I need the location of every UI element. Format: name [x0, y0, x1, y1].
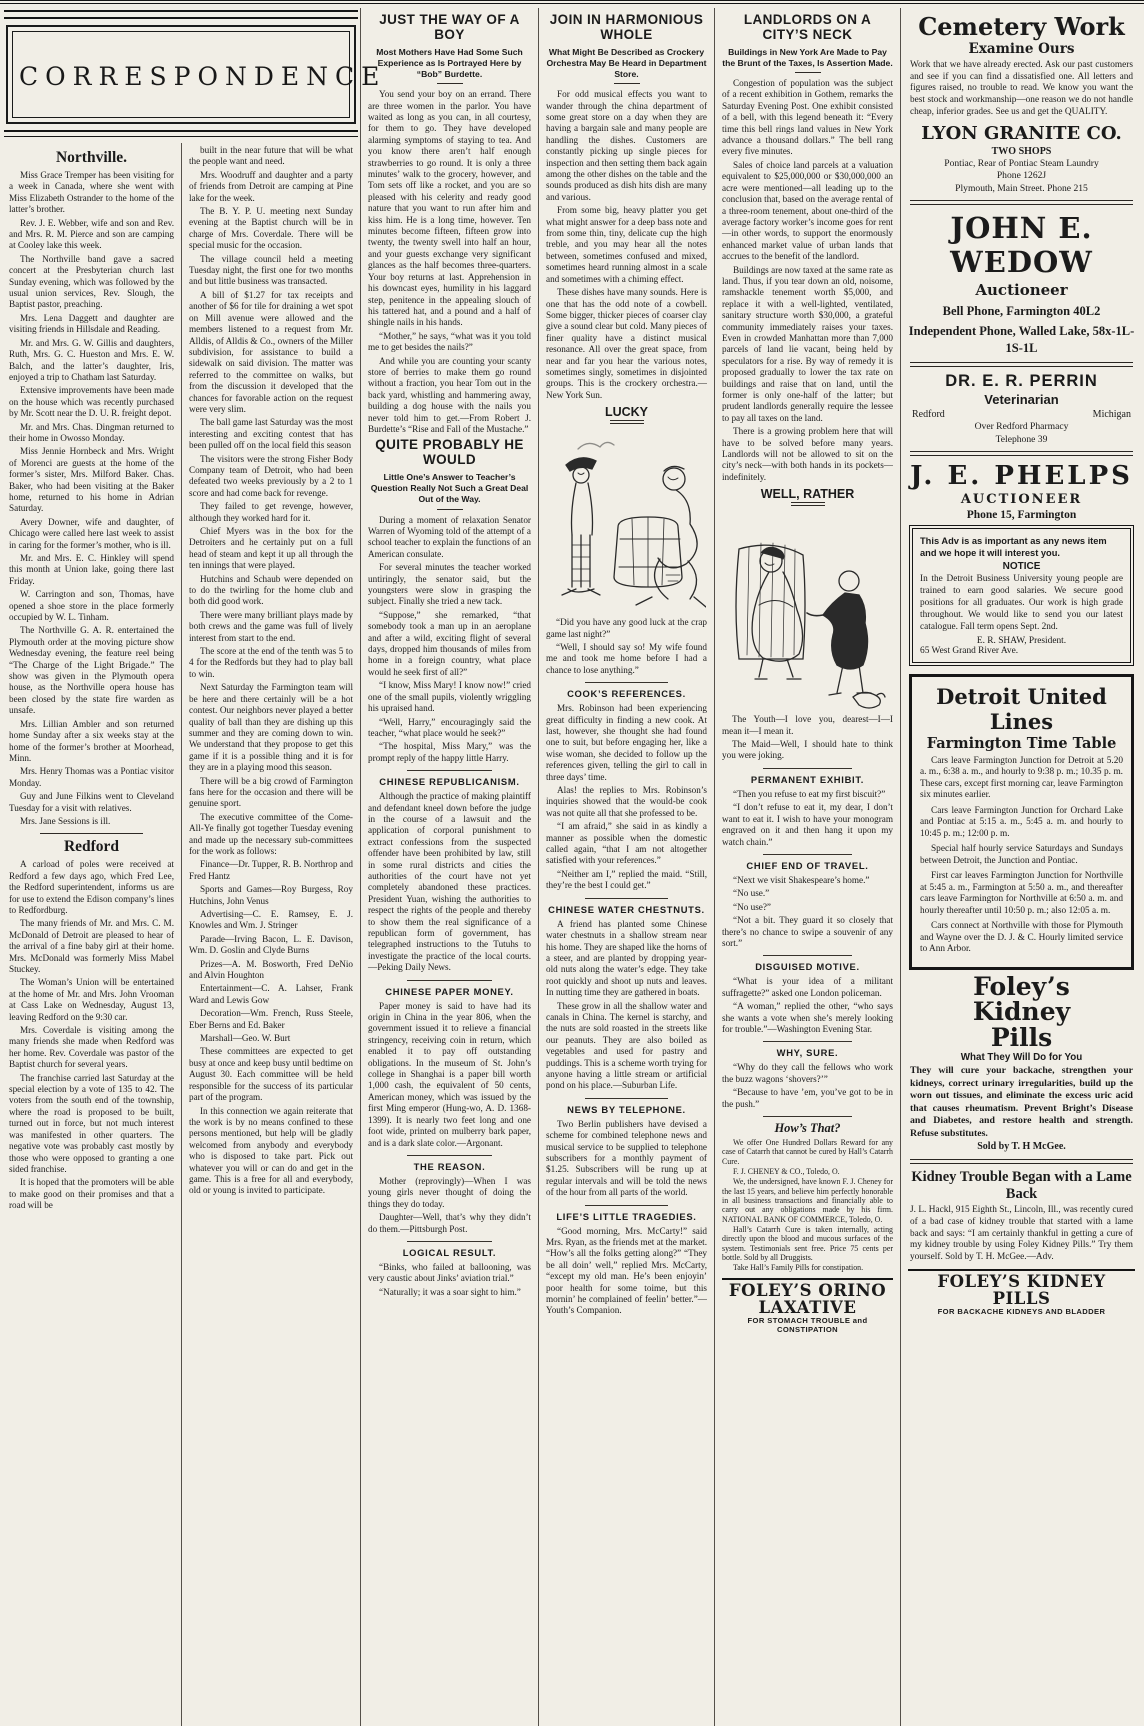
- column-5: [714, 8, 900, 1726]
- cartoon-title: WELL, RATHER: [760, 487, 855, 502]
- paragraph: “Good morning, Mrs. McCarty!” said Mrs. Ryan, as the friends met at the market. “How’s all the folks getting along?” “They be all doin’ well,” replied Mrs. McCarty, “except my old man. He’s been enjoyin’ poor health for some toime, but this mornin’ he complained of feelin’ better.”—Youth’s Companion.: [546, 1225, 707, 1316]
- paragraph: “Neither am I,” replied the maid. “Still, they’re the best I could get.”: [546, 868, 707, 891]
- town-heading-northville: Northville.: [55, 149, 128, 166]
- ad-halls-catarrh-cure: [722, 1116, 893, 1273]
- paragraph: A carload of poles were received at Redford a few days ago, which Fred Lee, the Redford superintendent, informs us are for use to extend the Edison company’s lines to Redfordburg.: [9, 859, 174, 915]
- article-body: [722, 789, 893, 848]
- correspondence-section: [2, 8, 387, 1726]
- column-6-ads: [900, 8, 1142, 1726]
- paragraph: Two Berlin publishers have devised a scheme for combined telephone news and musical service to be supplied to telephone subscribers for a monthly payment of $1.25. Subscribers will be rung up at regular intervals and will be told the news of the hour from all parts of the world.: [546, 1118, 707, 1198]
- paragraph: built in the near future that will be what the people want and need.: [189, 145, 353, 167]
- paragraph: The Northville band gave a sacred concert at the Presbyterian church last Sunday evening, which was followed by the usual union services, Rev. Slough, the Baptist pastor, preaching.: [9, 253, 174, 310]
- cartoon-caption: [722, 714, 893, 762]
- paragraph: There will be a big crowd of Farmington fans here for the occasion and there will be genuine sport.: [189, 775, 353, 809]
- paragraph: Avery Downer, wife and daughter, of Chicago were called here last week to assist in caring for the former’s mother, who is ill.: [9, 516, 174, 550]
- article-headline: QUITE PROBABLY HE WOULD: [375, 437, 524, 468]
- paragraph: “Then you refuse to eat my first biscuit?”: [733, 788, 886, 799]
- paragraph: A friend has planted some Chinese water chestnuts in a shallow stream near his home. They are shaped like the horns of a steer, and are planted by dropping year-old nuts along the water’s edge. They take root quickly and shoot up nuts and leaves. In nutting time they are gathered in boats.: [546, 918, 707, 998]
- article-body: [722, 875, 893, 949]
- paragraph: Alas! the replies to Mrs. Robinson’s inquiries showed that the would-be cook was not quite all that she professed to be.: [546, 785, 707, 818]
- article-heading: CHINESE PAPER MONEY.: [385, 985, 514, 997]
- article-why-sure: [722, 1041, 893, 1110]
- article-divider: [585, 1098, 669, 1099]
- article-disguised-motive: [722, 955, 893, 1035]
- paragraph: “Next we visit Shakespeare’s home.”: [733, 874, 870, 885]
- article-heading: WHY, SURE.: [776, 1047, 839, 1059]
- ad-company-name: LYON GRANITE CO.: [921, 122, 1122, 144]
- article-heading: CHIEF END OF TRAVEL.: [746, 859, 869, 871]
- paragraph: “What is your idea of a militant suffragette?” asked one London policeman.: [722, 976, 893, 998]
- town-heading-redford: Redford: [63, 838, 120, 856]
- paragraph: The franchise carried last Saturday at the special election by a vote of 135 to 42. The voters from the south end of the township, where the road is proposed to be built, turned out in force, but not much interest was manifested in other quarters. The negative vote was probably cast mostly by those who were opposed to granting a one sided franchise.: [9, 1072, 174, 1174]
- paragraph: Sports and Games—Roy Burgess, Roy Hutchins, John Venus: [189, 884, 353, 906]
- ad-phone: Independent Phone, Walled Lake, 58x-1L-1S-1L: [908, 324, 1135, 356]
- paragraph: For odd musical effects you want to wander through the china department of some great store on a day when they are having a bargain sale and many people are handling the dishes. Customers are constantly picking up single pieces for inspection and then setting them back again among the other dishes on the table and the sounds produced as dish hits dish are many and various.: [546, 89, 707, 202]
- ad-body: They will cure your backache, strengthen your kidneys, correct urinary irregularities, build up the worn out tissues, and eliminate the excess uric acid that causes rheumatism. Prevent Bright’s Disease and Diabetes, and restore health and strength. Refuse substitutes.: [910, 1065, 1133, 1139]
- paragraph: Cars leave Farmington Junction for Detroit at 5.20 a. m., 6:38 a. m., and hourly to 9:38 p. m.; 10.35 p. m. These cars, except first morning car, leave Farmington six minutes earlier.: [920, 755, 1123, 801]
- paragraph: Sales of choice land parcels at a valuation equivalent to $25,000,000 or $30,000,000 an acre were mentioned—all leading up to the conclusion that, based on the average rental of a three-room tenement, about one-third of the average factory worker’s income goes for rent—in other words, to support the enormously enhanced market value of urban lands that accrues to the benefit of the landlord.: [722, 159, 893, 262]
- paragraph: During a moment of relaxation Senator Warren of Wyoming told of the attempt of a school teacher to explain the functions of an American consulate.: [368, 514, 531, 559]
- ad-separator: [910, 1159, 1133, 1164]
- article-chief-end-of-travel: [722, 854, 893, 949]
- article-lifes-little-tragedies: [546, 1205, 707, 1317]
- ad-banner-subtitle: FOR BACKACHE KIDNEYS AND BLADDER: [937, 1307, 1106, 1317]
- article-body: [368, 1001, 531, 1149]
- paragraph: “Not a bit. They guard it so closely that there’s no chance to swipe a souvenir of any sort.”: [722, 915, 893, 948]
- column-3: [360, 8, 538, 1726]
- ad-title-line: Kidney: [972, 997, 1071, 1027]
- ad-title: Kidney Trouble Began with a Lame Back: [911, 1168, 1132, 1202]
- paragraph: You send your boy on an errand. There are three women in the parlor. You have waited as long as you can, in all courtesy, for them to go. They have developed alarming symptoms of staying to tea. And you know there aren’t half enough strawberries to go round. It is only a three minutes’ walk to the grocery, however, and Tom sets off like a rocket, and you are so pleased with his celerity and ready good nature that you want to run after him and kiss him. He is a long time, however. Ten minutes become fifteen, fifteen grow into twenty, the twenty swell into half an hour, and your guests exchange very significant glances as the half becomes three-quarters. Your boy returns at last. Apprehension in his downcast eyes, humility in his laggard step, penitence in the appealing slouch of his tattered hat, and a pound and a half of shingle nails in his hands.: [368, 89, 531, 328]
- paragraph: Mr. and Mrs. E. C. Hinkley will spend this month at Union lake, going there last Friday.: [9, 553, 174, 586]
- ad-subtitle: Farmington Time Table: [926, 734, 1117, 752]
- ad-detroit-united-lines: [909, 674, 1134, 970]
- ad-lyon-granite: [908, 12, 1135, 195]
- paragraph: Mother (reprovingly)—When I was young girls never thought of doing the things they do today.: [368, 1175, 531, 1209]
- paragraph: The Northville G. A. R. entertained the Plymouth order at the moving picture show Wednesday evening, the feature reel being “The Charge of the Light Brigade.” The show was given in the Plymouth opera house, as the Northville opera house has been closed by the state fire warden as unsafe.: [9, 625, 174, 716]
- paragraph: Mr. and Mrs. G. W. Gillis and daughters, Ruth, Mrs. G. C. Hueston and Mrs. E. W. Balch, and the latter’s daughter, Iris, enjoyed a trip to Chatham last Saturday.: [9, 337, 174, 382]
- ad-title: Cemetery Work: [918, 12, 1125, 41]
- paragraph: A bill of $1.27 for tax receipts and another of $6 for tile for draining a wet spot on Mill avenue were allowed and the members listened to a request from Mr. Alldis, of Alldis & Co., owners of the Miller subdivision, for assistance to build a sidewalk on said division. The matter was referred to the committee on walks, but from the discussion it developed that the chances for favorable action on the request were very slim.: [189, 289, 353, 414]
- ad-foleys-kidney-pills-banner: [908, 1269, 1135, 1317]
- paragraph: It is hoped that the promoters will be able to make good on their promises and that a road will be: [9, 1177, 174, 1211]
- paragraph: We, the undersigned, have known F. J. Cheney for the last 15 years, and believe him perfectly honorable in all business transactions and financially able to carry out any obligations made by his firm. NATIONAL BANK OF COMMERCE, Toledo, O.: [722, 1177, 893, 1224]
- article-landlords-on-a-citys-neck: [722, 13, 893, 483]
- article-body: [546, 89, 707, 401]
- article-heading: CHINESE REPUBLICANISM.: [379, 776, 520, 788]
- paragraph: Daughter—Well, that’s why they didn’t do them.—Pittsburgh Post.: [368, 1212, 531, 1234]
- article-headline: LANDLORDS ON A CITY’S NECK: [743, 12, 872, 42]
- paragraph: Rev. J. E. Webber, wife and son and Rev. and Mrs. R. M. Pierce and son are camping at Cooley lake this week.: [9, 217, 174, 251]
- article-body: [722, 78, 893, 483]
- article-divider: [585, 682, 669, 683]
- paragraph: And while you are counting your scanty store of berries to make them go round without a fraction, you hear Tom out in the back yard, whistling and hammering away, building a dog house with the nails you never told him to get.—From Robert J. Burdette’s “Rise and Fall of the Mustache.”: [368, 355, 531, 434]
- article-divider: [763, 1116, 852, 1117]
- paragraph: We offer One Hundred Dollars Reward for any case of Catarrh that cannot be cured by Hall’s Catarrh Cure.: [722, 1138, 893, 1166]
- paragraph: “Mother,” he says, “what was it you told me to get besides the nails?”: [368, 330, 531, 353]
- article-subhead: Buildings in New York Are Made to Pay the Brunt of the Taxes, Is Assertion Made.: [722, 46, 893, 68]
- article-heading: THE REASON.: [413, 1160, 486, 1172]
- ad-signature: E. R. SHAW, President.: [976, 635, 1067, 646]
- paragraph: Parade—Irving Bacon, L. E. Davison, Wm. D. Goslin and Clyde Burns: [189, 933, 353, 956]
- paragraph: Although the practice of making plaintiff and defendant kneel down before the judge in the course of a lawsuit and the application of corporal punishment to extract confessions from the suspected offender have been prohibited by law, still in some rural districts and cities the authorities of the court have not yet completely abandoned these practices. President Yuan, wishing the authorities to respect the rights of the people and thereby to show them the real significance of a republican form of government, has telegraphed instructions to the Tutuhs to investigate the practice of the local courts.—Peking Daily News.: [368, 791, 531, 973]
- column-2: [181, 143, 360, 1726]
- ornamental-rule: [4, 130, 358, 137]
- column-layout: [2, 8, 1142, 1726]
- ad-body: J. L. Hackl, 915 Eighth St., Lincoln, Ill., was recently cured of a bad case of kidney trouble that started with a lame back and says: “I am certainly thankful in getting a cure of my kidney trouble by using Foley Kidney Pills.” Try them yourself. Sold by T. H. McGee.—Adv.: [910, 1205, 1133, 1263]
- paragraph: These dishes have many sounds. Here is one that has the odd note of a cowbell. Some bigger, thicker pieces of coarser clay give a sound clear but cold. Many pieces of finer quality have a distinct musical resonance. All over the great space, from near and far you hear the various notes, sometimes singly, sometimes in disjointed groups. This is the crockery orchestra.—New York Sun.: [546, 287, 707, 400]
- paragraph: Guy and June Filkins went to Cleveland Tuesday for a visit with relatives.: [9, 791, 174, 813]
- well-rather-cartoon-illustration: [725, 509, 891, 714]
- article-body: [722, 1062, 893, 1110]
- northville-news-continued: [189, 145, 353, 1197]
- headline-rule: [795, 72, 821, 73]
- article-heading: LIFE’S LITTLE TRAGEDIES.: [556, 1210, 697, 1222]
- article-body: [368, 791, 531, 974]
- article-just-the-way-of-a-boy: [368, 13, 531, 435]
- ad-separator: [910, 451, 1133, 456]
- article-heading: NEWS BY TELEPHONE.: [567, 1103, 686, 1115]
- paragraph: Miss Jennie Hornbeck and Mrs. Wright of Morenci are guests at the home of the former’s sister, Mrs. Milford Baker. Chas. Baker, who had been visiting at the Baker home, returned to his home in Adrian Saturday.: [9, 446, 174, 514]
- article-subhead: Most Mothers Have Had Some Such Experience as Is Portrayed Here by “Bob” Burdette.: [376, 46, 523, 80]
- ad-separator: [910, 362, 1133, 367]
- paragraph: The visitors were the strong Fisher Body Company team of Detroit, who had been defeated two weeks previously by a 2 to 1 score and had come back for revenge.: [189, 453, 353, 498]
- cartoon-caption: [546, 617, 707, 676]
- paragraph: These grow in all the shallow water and canals in China. The kernel is starchy, and the nuts are sold roasted in the streets like our peanuts. They are also boiled as vegetables and used for pastry and puddings. This is a scheme worth trying for anyone having a little stream or artificial pond on his place.—Suburban Life.: [546, 1000, 707, 1091]
- section-rule: [40, 833, 142, 834]
- headline-rule: [437, 83, 463, 84]
- article-chinese-paper-money: [368, 980, 531, 1149]
- masthead-frame: [6, 25, 387, 124]
- ad-address: Plymouth, Main Street. Phone 215: [955, 182, 1088, 194]
- article-divider: [585, 1205, 669, 1206]
- article-heading: COOK’S REFERENCES.: [567, 688, 686, 700]
- paragraph: Special half hourly service Saturdays and Sundays between Detroit, the Junction and Pontiac.: [920, 844, 1123, 866]
- ad-line: TWO SHOPS: [991, 145, 1052, 157]
- paragraph: Congestion of population was the subject of a recent exhibition in Gothem, remarks the Saturday Evening Post. One exhibit consisted of a bell, with this legend beneath it: “Every time this bell rings land values in New York advance a thousand dollars.” The bell rang every five minutes.: [722, 78, 893, 157]
- article-chinese-water-chestnuts: [546, 898, 707, 1092]
- column-1: [2, 143, 181, 1726]
- ad-foleys-kidney-pills: [908, 971, 1135, 1154]
- ad-role: Auctioneer: [975, 281, 1068, 300]
- ad-title: Detroit United Lines: [936, 683, 1107, 734]
- cartoon-rule: [610, 420, 644, 424]
- article-divider: [407, 1155, 492, 1156]
- article-quite-probably-he-would: [368, 438, 531, 764]
- article-divider: [763, 955, 852, 956]
- article-divider: [763, 768, 852, 769]
- ornamental-rule: [4, 10, 358, 19]
- paragraph: “Did you have any good luck at the crap game last night?”: [546, 617, 707, 639]
- paragraph: “Naturally; it was a soar sight to him.”: [379, 1286, 521, 1297]
- article-heading: CHINESE WATER CHESTNUTS.: [548, 903, 705, 915]
- article-body: [368, 1176, 531, 1235]
- ad-role: AUCTIONEER: [960, 491, 1083, 507]
- article-body: [368, 515, 531, 765]
- ad-state: Michigan: [1092, 409, 1131, 421]
- paragraph: From some big, heavy platter you get what might answer for a deep bass note and from some thin, tiny, delicate cup the high treble, and you may hear all the notes between, sometimes confused and mixed, sometimes heard running almost in a scale and sometimes with a chiming effect.: [546, 205, 707, 284]
- paragraph: They failed to get revenge, however, although they worked hard for it.: [189, 501, 353, 523]
- paragraph: Hutchins and Schaub were depended on to do the twirling for the home club and both did good work.: [189, 573, 353, 607]
- ad-name: JOHN E. WEDOW: [950, 211, 1093, 280]
- paragraph: First car leaves Farmington Junction for Northville at 5:45 a. m., Farmington at 5:50 a. m., and thereafter cars leave Farmington for Northville at 6:50 a. m. and hourly thereafter until 10:50 p. m.; also 12:05 a. m.: [920, 871, 1123, 916]
- paragraph: “The hospital, Miss Mary,” was the prompt reply of the happy little Harry.: [368, 741, 531, 763]
- column-4: [538, 8, 714, 1726]
- ad-title: [908, 971, 1135, 1052]
- lucky-cartoon-illustration: [548, 427, 706, 617]
- article-chinese-republicanism: [368, 770, 531, 974]
- article-body: [368, 89, 531, 435]
- ad-title-line: Pills: [990, 1022, 1053, 1052]
- ad-address: 65 West Grand River Ave.: [920, 645, 1019, 656]
- ad-body: In the Detroit Business University young people are trained to earn good salaries. We secure good positions for all graduates. Our work is high grade throughout. We would like to send you our latest catalogue. Fall term opens Sept. 2nd.: [920, 574, 1123, 633]
- paragraph: “Suppose,” she remarked, “that somebody took a man up in an aeroplane and after a wild, exciting flight of several days, dropped him thousands of miles from home in a foreign country, what place would he seek first of all?”: [368, 609, 531, 677]
- paragraph: Cars leave Farmington Junction for Orchard Lake and Pontiac at 5:15 a. m., 5:45 a. m. and hourly to 10:45 p. m.; 12:00 p. m.: [920, 805, 1123, 839]
- paragraph: Chief Myers was in the box for the Detroiters and he certainly put on a full head of steam and kept it up all through the ten innings that were played.: [189, 526, 353, 571]
- paragraph: “A woman,” replied the other, “who says she wants a vote when she’s merely looking for trouble.”—Washington Evening Star.: [722, 1001, 893, 1034]
- ad-body: Work that we have already erected. Ask our past customers and see if you can find a dissatisfied one. All letters and figures raised, no trouble to read. We know you want the best stock and workmanship—one reason we do not handle cheap, inferior grades. See us and get the QUALITY.: [910, 60, 1133, 117]
- article-body: [546, 1226, 707, 1317]
- paragraph: Advertising—C. E. Ramsey, E. J. Knowles and Wm. J. Stringer: [189, 909, 353, 931]
- article-headline: JOIN IN HARMONIOUS WHOLE: [549, 12, 704, 42]
- paragraph: There were many brilliant plays made by both crews and the game was full of lively interest from start to the end.: [189, 609, 353, 643]
- article-permanent-exhibit: [722, 768, 893, 848]
- paragraph: Decoration—Wm. French, Russ Steele, Eber Berns and Ed. Baker: [189, 1008, 353, 1030]
- article-body: [546, 1119, 707, 1199]
- article-divider: [407, 770, 492, 771]
- ad-title-line: Foley’s: [973, 971, 1070, 1001]
- paragraph: The many friends of Mr. and Mrs. C. M. McDonald of Detroit are pleased to hear of the arrival of a fine baby girl at their home. Mrs. McDonald was formerly Miss Mabel Stuckey.: [9, 918, 174, 974]
- cartoon-rule: [791, 502, 825, 506]
- article-news-by-telephone: [546, 1098, 707, 1199]
- cartoon-well-rather: [722, 487, 893, 762]
- paragraph: These committees are expected to get busy at once and keep busy until bedtime on August 30. Each committee will be held responsible for the success of its particular part of the program.: [189, 1046, 353, 1103]
- headline-rule: [437, 509, 463, 510]
- ad-intro: This Adv is as important as any news item and we hope it will interest you.: [920, 535, 1107, 559]
- ad-phone: Phone 15, Farmington: [966, 508, 1077, 521]
- ad-city: Redford: [912, 409, 945, 421]
- paragraph: Hall’s Catarrh Cure is taken internally, acting directly upon the blood and mucous surfaces of the system. Testimonials sent free. Price 75 cents per bottle. Sold by all Druggists.: [722, 1224, 893, 1262]
- ad-name: J. E. PHELPS: [910, 460, 1133, 491]
- paragraph: Next Saturday the Farmington team will be here and there certainly will be a hot contest. Our neighbors never played a better quality of ball than they are dishing up this summer and they are coming down to win. We understand that they propose to get this game if it is a possible thing and it is for they are in a playing mood this season.: [189, 682, 353, 773]
- paragraph: The Youth—I love you, dearest—I—I mean it—I mean it.: [722, 714, 893, 736]
- ad-name: DR. E. R. PERRIN: [945, 372, 1098, 391]
- ad-location-line: [912, 409, 1131, 420]
- paragraph: In this connection we again reiterate that the work is by no means confined to these persons mentioned, but help will be gladly welcomed from anybody and everybody who is disposed to take part. Pick out whatever you will or can do and get in the game. This is a free for all and everybody, old or young is invited to participate.: [189, 1105, 353, 1196]
- paragraph: Mrs. Henry Thomas was a Pontiac visitor Monday.: [9, 766, 174, 788]
- paragraph: W. Carrington and son, Thomas, have opened a shoe store in the place formerly occupied by W. L. Tinham.: [9, 589, 174, 623]
- paragraph: The village council held a meeting Tuesday night, the first one for two months and but little business was transacted.: [189, 253, 353, 287]
- ad-body: [722, 1138, 893, 1273]
- redford-news: [9, 859, 174, 1211]
- paragraph: “I am afraid,” she said in as kindly a manner as possible when the domestic called again, “that I am not altogether satisfied with your references.”: [546, 821, 707, 866]
- ad-banner-title: FOLEY’S KIDNEY PILLS: [937, 1271, 1106, 1309]
- paragraph: Entertainment—C. A. Lahser, Frank Ward and Lewis Gow: [189, 983, 353, 1005]
- article-subhead: Little One’s Answer to Teacher’s Question Really Not Such a Great Deal Out of the Way.: [370, 472, 529, 505]
- article-divider: [763, 854, 852, 855]
- paragraph: Mrs. Jane Sessions is ill.: [20, 815, 111, 826]
- ad-john-e-wedow: [908, 211, 1135, 357]
- ad-dr-perrin: [908, 372, 1135, 446]
- paragraph: Buildings are now taxed at the same rate as land. Thus, if you tear down an old, noisome, ramshackle tenement worth $5,000, and replace it with a well-lighted, ventilated, sanitary structure worth $30,000, a grateful community immediately raises your taxes. Even in crowded Manhattan more than 7,000 parcels of land lie vacant, being held by speculators for a rise. By way of remedy it is proposed gradually to lower the tax rate on buildings and raise that on land, until the former is only one-half of the latter; but prudent landlords generally require the lessee to pay all taxes on the land.: [722, 264, 893, 423]
- paragraph: The B. Y. P. U. meeting next Sunday evening at the Baptist church will be in charge of Mrs. Coverdale. There will be special music for the occasion.: [189, 206, 353, 251]
- article-subhead: What Might Be Described as Crockery Orchestra May Be Heard in Department Store.: [546, 46, 707, 80]
- ad-heading: NOTICE: [1002, 561, 1041, 573]
- ad-seller: Sold by T. H McGee.: [977, 1141, 1066, 1153]
- paragraph: Mrs. Coverdale is visiting among the many friends she made when Redford was her home. Rev. Coverdale was pastor of the Baptist church for several years.: [9, 1025, 174, 1070]
- ad-foleys-orino-laxative: [722, 1278, 893, 1335]
- paragraph: “Binks, who failed at ballooning, was very caustic about Jinks’ aviation trial.”: [368, 1261, 531, 1284]
- paragraph: Mrs. Woodruff and daughter and a party of friends from Detroit are camping at Pine lake for the week.: [189, 169, 353, 203]
- article-cooks-references: [546, 682, 707, 892]
- article-divider: [407, 980, 492, 981]
- article-divider: [585, 898, 669, 899]
- paragraph: Take Hall’s Family Pills for constipation.: [733, 1263, 864, 1273]
- ad-phone: Bell Phone, Farmington 40L2: [942, 304, 1101, 319]
- article-body: [368, 1262, 531, 1298]
- article-heading: LOGICAL RESULT.: [402, 1246, 497, 1258]
- article-body: [546, 703, 707, 892]
- article-logical-result: [368, 1241, 531, 1298]
- paragraph: The Maid—Well, I should hate to think you were joking.: [722, 739, 893, 761]
- ad-heading: How’s That?: [774, 1121, 841, 1135]
- paragraph: Paper money is said to have had its origin in China in the year 806, when the government issued it to relieve a financial stringency, receiving coin in return, which enabled it to pay off outstanding obligations. In the museum of St. John’s college in Shanghai is a paper bill worth 1,000 cash, the equivalent of 50 cents, American money, which was issued by the first Ming emperor (Hung-wo, A. D. 1368-1399). It is nearly two feet long and one foot wide, printed on mulberry bark paper, and is a dark slate color.—Argonant.: [368, 1000, 531, 1148]
- ad-detroit-business-university: [909, 525, 1134, 666]
- article-body: [722, 976, 893, 1035]
- ad-subtitle: Examine Ours: [968, 41, 1075, 57]
- ad-j-e-phelps: [908, 461, 1135, 521]
- article-heading: PERMANENT EXHIBIT.: [750, 773, 865, 785]
- article-headline: JUST THE WAY OF A BOY: [379, 12, 520, 42]
- paragraph: “No use?”: [733, 901, 772, 912]
- paragraph: Miss Grace Tremper has been visiting for a week in Canada, where she went with Miss Elizabeth Ostrander to the home of the latter’s brother.: [9, 170, 174, 215]
- paragraph: The ball game last Saturday was the most interesting and exciting contest that has been pulled off on the local field this season: [189, 417, 353, 451]
- headline-rule: [614, 83, 640, 84]
- article-body: [546, 919, 707, 1092]
- masthead-title: CORRESPONDENCE: [19, 62, 387, 91]
- northville-news: [9, 170, 174, 827]
- paragraph: The executive committee of the Come-All-Ye finally got together Tuesday evening and made up the necessary sub-committees for the work as follows:: [189, 811, 353, 856]
- paragraph: Cars connect at Northville with those for Plymouth and Wayne over the D. J. & C. Hourly limited service to Ann Arbor.: [920, 921, 1123, 955]
- paragraph: F. J. CHENEY & CO., Toledo, O.: [733, 1166, 840, 1176]
- paragraph: Finance—Dr. Tupper, R. B. Northrop and Fred Hantz: [189, 859, 354, 881]
- paragraph: Extensive improvements have been made on the house which was recently purchased by Mr. Scott near the D. U. R. freight depot.: [9, 385, 174, 419]
- paragraph: The score at the end of the tenth was 5 to 4 for the Redfords but they had to play ball to win.: [189, 646, 353, 679]
- article-heading: DISGUISED MOTIVE.: [755, 961, 860, 973]
- article-join-in-harmonious-whole: [546, 13, 707, 401]
- paragraph: Prizes—A. M. Bosworth, Fred DeNio and Alvin Houghton: [189, 958, 353, 981]
- paragraph: “I don’t refuse to eat it, my dear, I don’t want to eat it. I wish to have your monogram engraved on it and then hang it upon my watch chain.”: [722, 802, 893, 847]
- paragraph: Mrs. Lena Daggett and daughter are visiting friends in Hillsdale and Reading.: [9, 312, 174, 335]
- article-divider: [407, 1241, 492, 1242]
- article-the-reason: [368, 1155, 531, 1235]
- paragraph: Marshall—Geo. W. Burt: [200, 1033, 291, 1044]
- ad-banner-subtitle: FOR STOMACH TROUBLE and CONSTIPATION: [747, 1316, 868, 1335]
- ad-address: Pontiac, Rear of Pontiac Steam Laundry: [944, 158, 1099, 170]
- paragraph: “Why do they call the fellows who work the buzz wagons ‘shovers?’”: [722, 1062, 893, 1084]
- ad-kidney-trouble-testimonial: [908, 1169, 1135, 1264]
- paragraph: Mrs. Robinson had been experiencing great difficulty in finding a new cook. At last, however, she thought she had found one to suit, but before engaging her, like a wise woman, she decided to follow up the references given, telling the girl to call in three days’ time.: [546, 703, 707, 782]
- ad-banner-title: FOLEY’S ORINO LAXATIVE: [728, 1280, 887, 1317]
- ad-separator: [910, 200, 1133, 205]
- paragraph: “Because to have ’em, you’ve got to be in the push.”: [722, 1087, 893, 1109]
- paragraph: The Woman’s Union will be entertained at the home of Mr. and Mrs. John Vrooman at Cass Lake on Wednesday, August 13, leaving Redford on the 9:30 car.: [9, 977, 174, 1022]
- ad-phone: Telephone 39: [995, 433, 1048, 445]
- timetable-body: [920, 756, 1123, 956]
- ad-role: Veterinarian: [984, 392, 1059, 408]
- paragraph: There is a growing problem here that will have to be solved before many years. Landlords will not be allowed to sit on the city’s neck—with both hands in its pockets—indefinitely.: [722, 426, 893, 482]
- ad-phone: Phone 1262J: [996, 170, 1047, 182]
- paragraph: For several minutes the teacher worked untiringly, the senator said, but the youngsters were slow in grasping the subject. Finally she tried a new tack.: [368, 562, 531, 607]
- paragraph: Mrs. Lillian Ambler and son returned home Sunday after a six weeks stay at the home of the former’s brother at Moorhead, Minn.: [9, 718, 174, 763]
- paragraph: “Well, Harry,” encouragingly said the teacher, “what place would he seek?”: [368, 716, 531, 738]
- cartoon-lucky: [546, 405, 707, 676]
- paragraph: “No use.”: [733, 888, 770, 899]
- correspondence-masthead: [2, 8, 387, 143]
- article-divider: [763, 1041, 852, 1042]
- paragraph: Mr. and Mrs. Chas. Dingman returned to their home in Owosso Monday.: [9, 421, 174, 443]
- ad-line: Over Redford Pharmacy: [974, 421, 1069, 433]
- cartoon-title: LUCKY: [604, 405, 649, 420]
- paragraph: “I know, Miss Mary! I know now!” cried one of the small pupils, violently wriggling his upraised hand.: [368, 680, 531, 714]
- paragraph: “Well, I should say so! My wife found me and took me home before I had a chance to lose anything.”: [546, 641, 707, 675]
- ad-subtitle: What They Will Do for You: [960, 1052, 1083, 1064]
